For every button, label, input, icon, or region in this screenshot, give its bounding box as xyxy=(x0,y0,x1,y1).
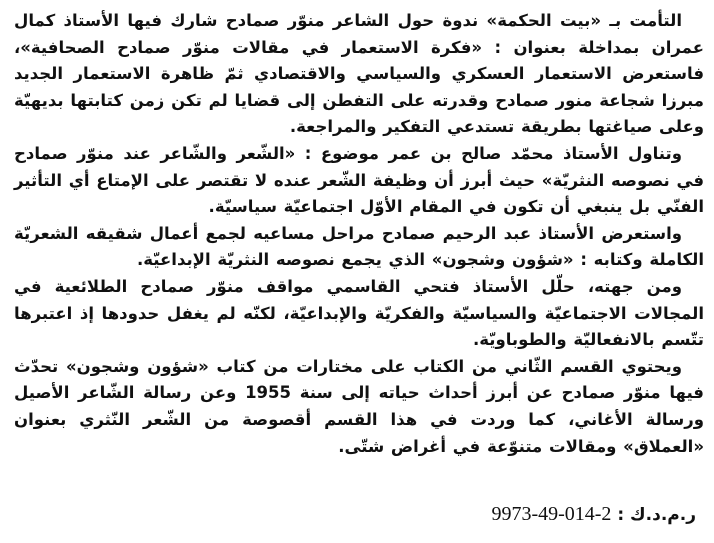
paragraph-poetry-prose: وتناول الأستاذ محمّد صالح بن عمر موضوع : «الشّعر والشّاعر عند منوّر صمادح في نصوصه النثريّة» حيث أبرز أن وظيفة الشّعر عنده لا تقتصر على الإمتاع أي التأثير الفنّي بل ينبغي أن تكون في المقام الأوّل اجتماعيّة سياسيّة. xyxy=(14,143,704,217)
isbn-label: ر.م.د.ك : xyxy=(617,505,696,525)
paragraph-collected-works: واستعرض الأستاذ عبد الرحيم صمادح مراحل مساعيه لجمع أعمال شقيقه الشعريّة الكاملة وكتابه : «شؤون وشجون» الذي يجمع نصوصه النثريّة الإبداعيّة. xyxy=(14,223,704,270)
paragraph-symposium-intro: التأمت بـ «بيت الحكمة» ندوة حول الشاعر منوّر صمادح شارك فيها الأستاذ كمال عمران بمداخلة بعنوان : «فكرة الاستعمار في مقالات منوّر صمادح الصحافية»، فاستعرض الاستعمار العسكري والسياسي والاقتصادي ثمّ ظاهرة الاستعمار الجديد مبرزا شجاعة منور صمادح وقدرته على التفطن إلى قضايا لم تكن زمن كتابتها بديهيّة وعلى صياغتها بطريقة تستدعي التفكير والمراجعة. xyxy=(14,11,704,137)
isbn-number: 9973-49-014-2 xyxy=(491,503,612,525)
paragraph-second-section: ويحتوي القسم الثّاني من الكتاب على مختارات من كتاب «شؤون وشجون» تحدّث فيها منوّر صمادح عن أبرز أحداث حياته إلى سنة 1955 وعن رسالة الشّاعر الأصيل ورسالة الأغاني، كما وردت في هذا القسم أقصوصة من الشّعر النّثري بعنوان «العملاق» ومقالات متنوّعة في أغراض شتّى. xyxy=(14,356,704,456)
paragraph-vanguard-positions: ومن جهته، حلّل الأستاذ فتحي القاسمي مواقف منوّر صمادح الطلائعية في المجالات الاجتماعيّة والسياسيّة والفكريّة والإبداعيّة، لكنّه لم يغفل حدودها إذ اعتبرها تتّسم بالانفعاليّة والطوباويّة. xyxy=(14,276,704,350)
article-body xyxy=(14,8,704,460)
isbn-line xyxy=(491,503,696,526)
